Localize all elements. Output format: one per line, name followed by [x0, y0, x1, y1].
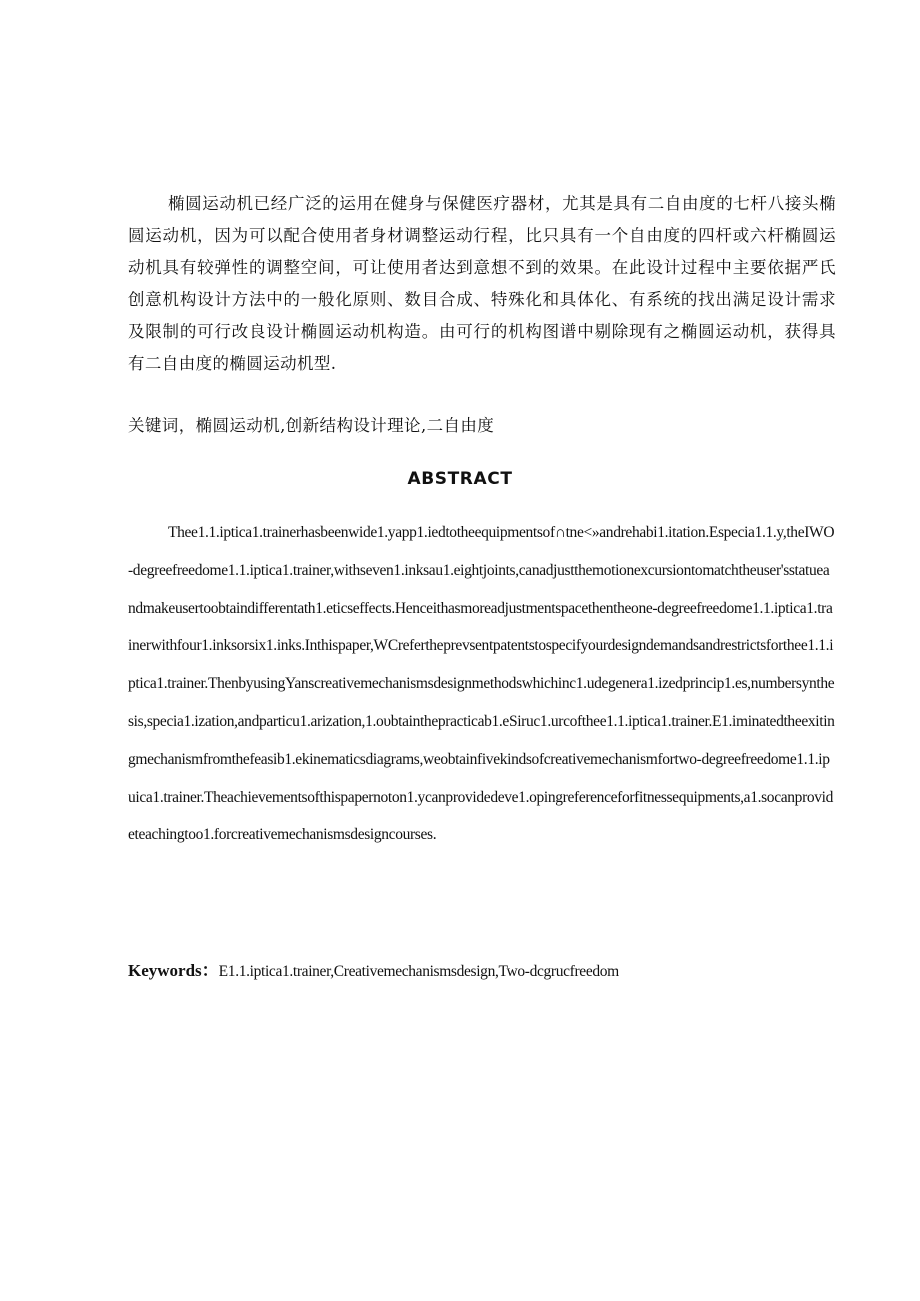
keywords-label: Keywords：: [128, 961, 219, 980]
abstract-heading: ABSTRACT: [407, 469, 513, 489]
chinese-keywords: 关键词，椭圆运动机,创新结构设计理论,二自由度: [128, 416, 495, 435]
keywords-values: E1.1.iptica1.trainer,Creativemechanismsdesign,Two-dcgrucfreedom: [218, 963, 619, 980]
chinese-abstract-paragraph: 椭圆运动机已经广泛的运用在健身与保健医疗器材，尤其是具有二自由度的七杆八接头椭圆运动机，因为可以配合使用者身材调整运动行程，比只具有一个自由度的四杆或六杆椭圆运动机具有较弹性的调整空间，可让使用者达到意想不到的效果。在此设计过程中主要依据严氏创意机构设计方法中的一般化原则、数目合成、特殊化和具体化、有系统的找出满足设计需求及限制的可行改良设计椭圆运动机构造。由可行的机构图谱中剔除现有之椭圆运动机，获得具有二自由度的椭圆运动机型.: [128, 194, 836, 373]
english-abstract-paragraph: Thee1.1.iptica1.trainerhasbeenwide1.yapp1.iedtotheequipmentsof∩tne<»andrehabi1.itation.Especia1.1.y,theIWO-degreefreedome1.1.iptica1.trainer,withseven1.inksau1.eightjoints,canadjustthemotionexcursiontomatchtheuser'sstatueandmakeusertoobtaindifferentath1.eticseffects.Henceithasmoreadjustmentspacethentheone-degreefreedome1.1.iptica1.trainerwithfour1.inksorsix1.inks.Inthispaper,WCrefertheprevsentpatentstospecifyourdesigndemandsandrestrictsforthee1.1.iptica1.trainer.ThenbyusingYanscreativemechanismsdesignmethodswhichinc1.udegenera1.izedprincip1.es,numbersynthesis,specia1.ization,andparticu1.arization,1.oυbtainthepracticab1.eSiruc1.urcofthee1.1.iptica1.trainer.E1.iminatedtheexitingmechanismfromthefeasib1.ekinematicsdiagrams,weobtainfivekindsofcreativemechanismfortwo-degreefreedome1.1.ipuica1.trainer.Theachievementsofthispapernoton1.ycanprovidedeve1.opingreferenceforfitnessequipments,a1.socanprovideteachingtoo1.forcreativemechanismsdesigncourses.: [128, 524, 835, 844]
english-keywords: [128, 958, 836, 985]
